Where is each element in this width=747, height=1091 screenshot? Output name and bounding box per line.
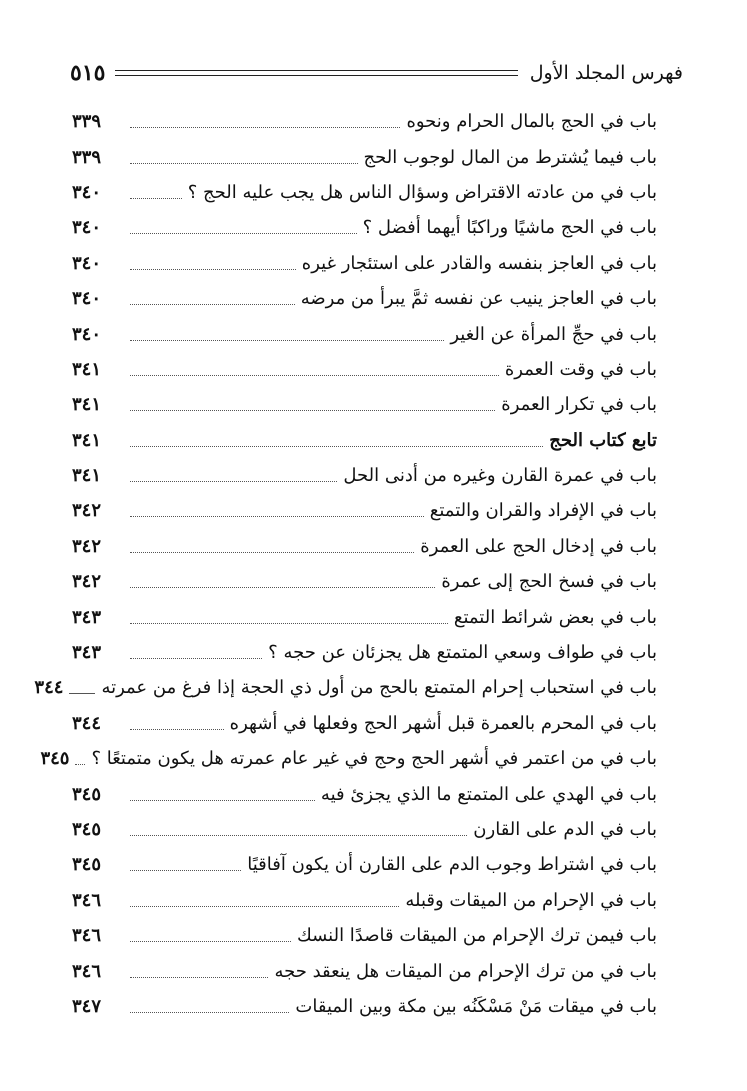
toc-entry [72,953,657,988]
entry-title: تابع كتاب الحج [549,429,657,451]
entry-page-number: ٣٤١ [72,358,102,380]
entry-page-number: ٣٤٣ [72,606,102,628]
toc-entry [72,599,657,634]
toc-entry [72,458,657,493]
entry-page-number: ٣٤٦ [72,889,102,911]
entry-page-number: ٣٤٠ [72,323,102,345]
dot-leader [69,693,95,694]
dot-leader [130,269,296,270]
toc-entry [72,316,657,351]
dot-leader [130,623,448,624]
dot-leader [130,410,495,411]
entry-title: باب في طواف وسعي المتمتع هل يجزئان عن حجه ؟ [268,642,657,664]
toc-entry [72,352,657,387]
dot-leader [130,340,444,341]
entry-title: باب في العاجز بنفسه والقادر على استئجار غيره [301,252,657,274]
dot-leader [130,198,182,199]
page-header [70,58,683,88]
toc-entry [72,883,657,918]
page-number: ٥١٥ [70,60,106,86]
toc-entry [72,493,657,528]
entry-page-number: ٣٤٧ [72,995,102,1017]
entry-page-number: ٣٤١ [72,465,102,487]
entry-page-number: ٣٤٠ [72,288,102,310]
entry-page-number: ٣٤٥ [40,748,70,770]
entry-title: باب في بعض شرائط التمتع [453,606,657,628]
entry-title: باب في استحباب إحرام المتمتع بالحج من أول ذي الحجة إذا فرغ من عمرته [101,677,657,699]
toc-entry [72,210,657,245]
entry-title: باب في الحج بالمال الحرام ونحوه [406,111,657,133]
toc-entry [72,246,657,281]
entry-page-number: ٣٤١ [72,429,102,451]
entry-title: باب في العاجز ينيب عن نفسه ثمَّ يبرأ من مرضه [300,288,657,310]
toc-entry [72,918,657,953]
entry-title: باب في إدخال الحج على العمرة [420,535,657,557]
toc-section-heading [72,423,657,458]
dot-leader [130,977,268,978]
dot-leader [130,941,291,942]
entry-page-number: ٣٤٢ [72,500,102,522]
entry-page-number: ٣٤٠ [72,181,102,203]
toc-entry [72,175,657,210]
entry-title: باب في الإفراد والقران والتمتع [429,500,657,522]
dot-leader [130,127,400,128]
toc-entry [72,281,657,316]
entry-title: باب في تكرار العمرة [501,394,657,416]
dot-leader [130,233,357,234]
entry-page-number: ٣٤٥ [72,819,102,840]
entry-page-number: ٣٤٦ [72,925,102,947]
table-of-contents [34,104,657,1024]
entry-page-number: ٣٤٥ [72,783,102,805]
entry-page-number: ٣٤٥ [72,854,102,876]
toc-entry [72,529,657,564]
entry-title: باب في اشتراط وجوب الدم على القارن أن يكون آفاقيًا [247,854,657,876]
toc-entry [72,812,657,847]
dot-leader [130,163,358,164]
entry-page-number: ٣٤٤ [72,712,102,734]
toc-entry [34,670,657,705]
entry-title: باب فيمن ترك الإحرام من الميقات قاصدًا النسك [296,925,657,947]
toc-entry [72,847,657,882]
entry-title: باب في عمرة القارن وغيره من أدنى الحل [343,465,657,487]
dot-leader [130,800,315,801]
running-title: فهرس المجلد الأول [529,62,683,84]
entry-title: باب في من عادته الاقتراض وسؤال الناس هل يجب عليه الحج ؟ [187,181,657,203]
entry-page-number: ٣٤٠ [72,217,102,239]
dot-leader [130,552,414,553]
entry-title: باب في الدم على القارن [473,819,657,840]
entry-title: باب في وقت العمرة [504,358,657,380]
toc-entry [72,564,657,599]
toc-entry [72,104,657,139]
entry-page-number: ٣٤٢ [72,571,102,593]
entry-title: باب في المحرم بالعمرة قبل أشهر الحج وفعلها في أشهره [229,712,657,734]
toc-entry [72,989,657,1024]
dot-leader [130,906,399,907]
dot-leader [130,446,543,447]
entry-page-number: ٣٤١ [72,394,102,416]
dot-leader [130,658,262,659]
entry-page-number: ٣٤٢ [72,535,102,557]
entry-title: باب في فسخ الحج إلى عمرة [441,571,657,593]
header-rule [115,70,517,76]
dot-leader [75,764,85,765]
entry-page-number: ٣٤٦ [72,960,102,982]
toc-entry [72,635,657,670]
dot-leader [130,516,424,517]
dot-leader [130,375,499,376]
toc-entry [72,139,657,174]
entry-title: باب في من اعتمر في أشهر الحج وحج في غير عام عمرته هل يكون متمتعًا ؟ [91,748,657,770]
entry-page-number: ٣٤٣ [72,642,102,664]
entry-page-number: ٣٤٤ [34,677,64,699]
entry-page-number: ٣٤٠ [72,252,102,274]
entry-page-number: ٣٣٩ [72,111,102,133]
entry-title: باب في الحج ماشيًا وراكبًا أيهما أفضل ؟ [362,217,657,239]
entry-title: باب في ميقات مَنْ مَسْكَنُه بين مكة وبين الميقات [295,995,657,1017]
dot-leader [130,304,295,305]
toc-entry [72,387,657,422]
entry-title: باب فيما يُشترط من المال لوجوب الحج [363,146,657,168]
dot-leader [130,1012,289,1013]
toc-entry [40,741,657,776]
entry-title: باب في حجِّ المرأة عن الغير [450,323,657,345]
entry-page-number: ٣٣٩ [72,146,102,168]
entry-title: باب في من ترك الإحرام من الميقات هل ينعقد حجه [274,960,657,982]
dot-leader [130,870,241,871]
dot-leader [130,587,435,588]
dot-leader [130,481,337,482]
dot-leader [130,835,467,836]
dot-leader [130,729,224,730]
entry-title: باب في الإحرام من الميقات وقبله [405,889,657,911]
entry-title: باب في الهدي على المتمتع ما الذي يجزئ فيه [320,783,657,805]
toc-entry [72,706,657,741]
toc-entry [72,776,657,811]
